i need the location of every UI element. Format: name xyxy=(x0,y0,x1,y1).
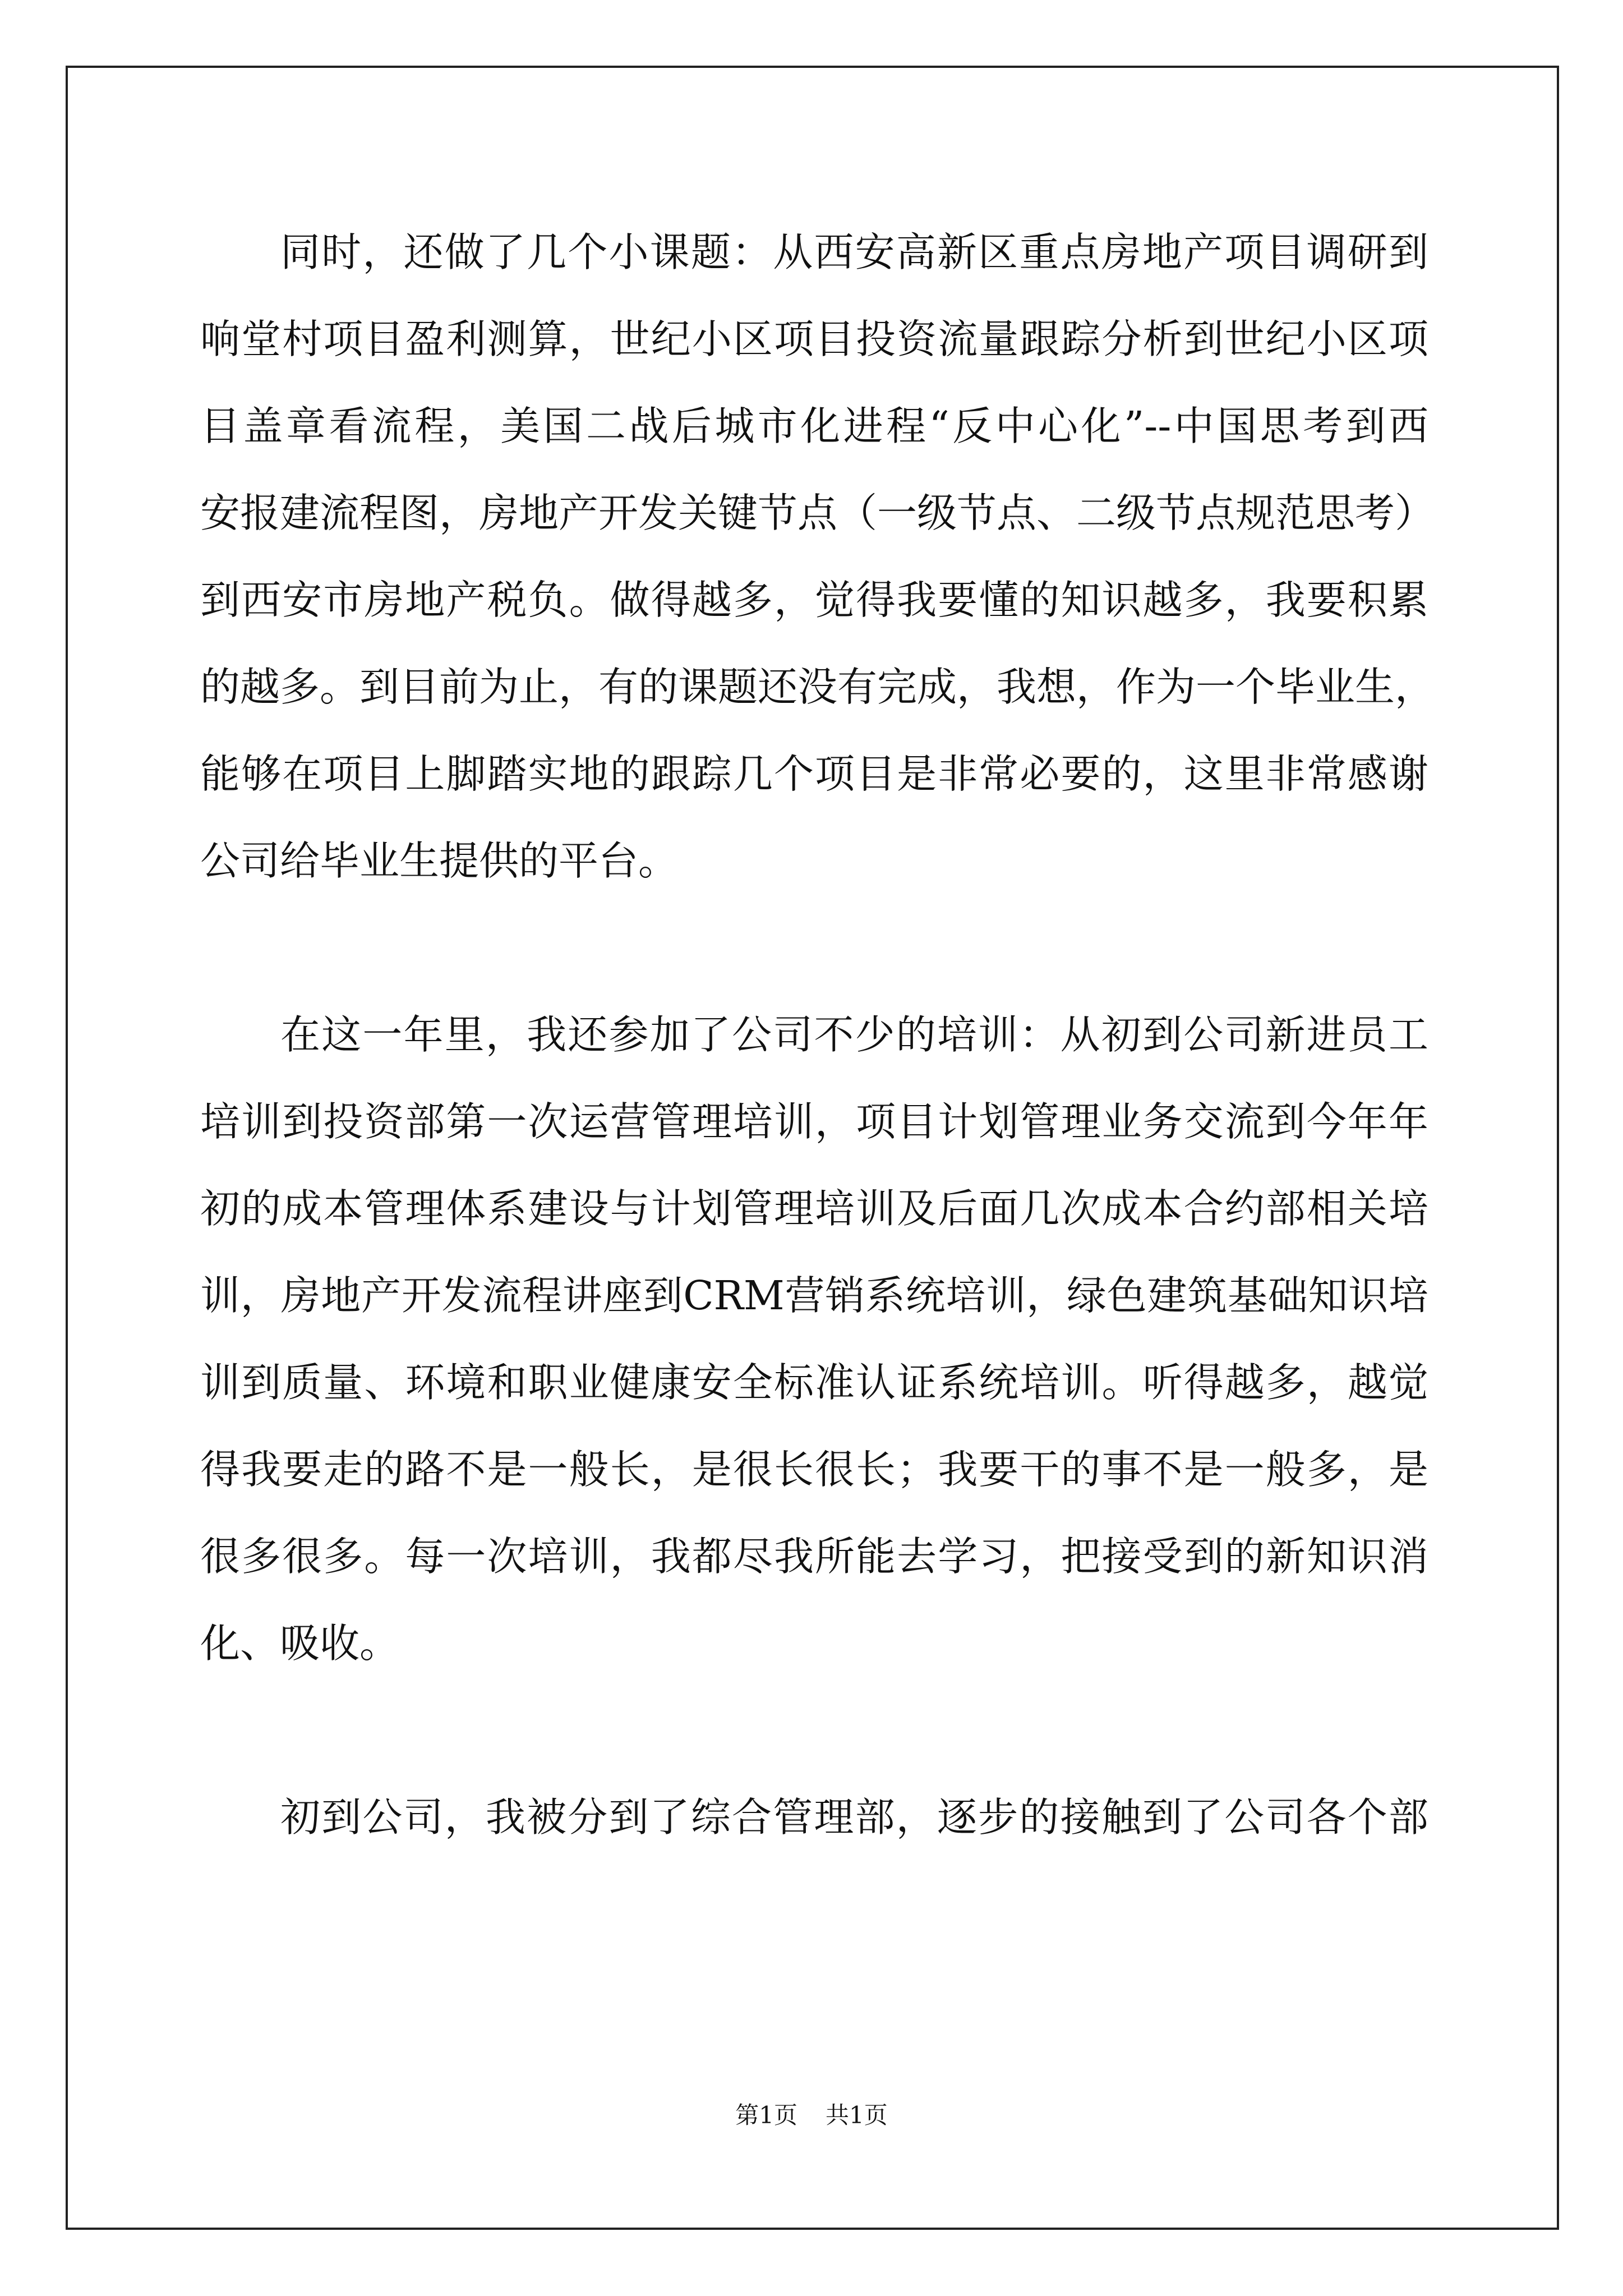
paragraph-3-line-1: 初到公司，我被分到了综合管理部，逐步的接触到了公司各个部 xyxy=(280,1794,1428,1841)
paragraph-1-line-2: 响堂村项目盈利测算，世纪小区项目投资流量跟踪分析到世纪小区项 xyxy=(200,316,1428,362)
paragraph-2-line-5: 训到质量、环境和职业健康安全标准认证系统培训。听得越多，越觉 xyxy=(200,1359,1428,1406)
paragraph-1-line-6: 的越多。到目前为止，有的课题还没有完成，我想，作为一个毕业生， xyxy=(200,664,1435,710)
page-total-label: 共1页 xyxy=(826,2101,888,2129)
paragraph-2-line-6: 得我要走的路不是一般长，是很长很长；我要干的事不是一般多，是 xyxy=(200,1446,1428,1493)
page-number-label: 第1页 xyxy=(735,2101,797,2129)
paragraph-1-line-8: 公司给毕业生提供的平台。 xyxy=(200,838,679,884)
paragraph-1-line-4: 安报建流程图，房地产开发关键节点（一级节点、二级节点规范思考） xyxy=(200,490,1435,536)
page-frame xyxy=(66,66,1559,2230)
paragraph-2-line-4: 训，房地产开发流程讲座到CRM营销系统培训，绿色建筑基础知识培 xyxy=(200,1272,1428,1319)
page-footer xyxy=(0,2101,1623,2129)
paragraph-2-line-3: 初的成本管理体系建设与计划管理培训及后面几次成本合约部相关培 xyxy=(200,1185,1428,1232)
paragraph-2-line-1: 在这一年里，我还参加了公司不少的培训：从初到公司新进员工 xyxy=(280,1011,1428,1058)
paragraph-2-line-8: 化、吸收。 xyxy=(200,1620,400,1667)
paragraph-2-line-2: 培训到投资部第一次运营管理培训，项目计划管理业务交流到今年年 xyxy=(200,1098,1428,1145)
paragraph-1-line-3: 目盖章看流程，美国二战后城市化进程“反中心化”--中国思考到西 xyxy=(200,403,1428,449)
paragraph-1-line-5: 到西安市房地产税负。做得越多，觉得我要懂的知识越多，我要积累 xyxy=(200,577,1428,623)
paragraph-1-line-7: 能够在项目上脚踏实地的跟踪几个项目是非常必要的，这里非常感谢 xyxy=(200,751,1428,797)
paragraph-1-line-1: 同时，还做了几个小课题：从西安高新区重点房地产项目调研到 xyxy=(280,229,1428,275)
paragraph-2-line-7: 很多很多。每一次培训，我都尽我所能去学习，把接受到的新知识消 xyxy=(200,1533,1428,1580)
